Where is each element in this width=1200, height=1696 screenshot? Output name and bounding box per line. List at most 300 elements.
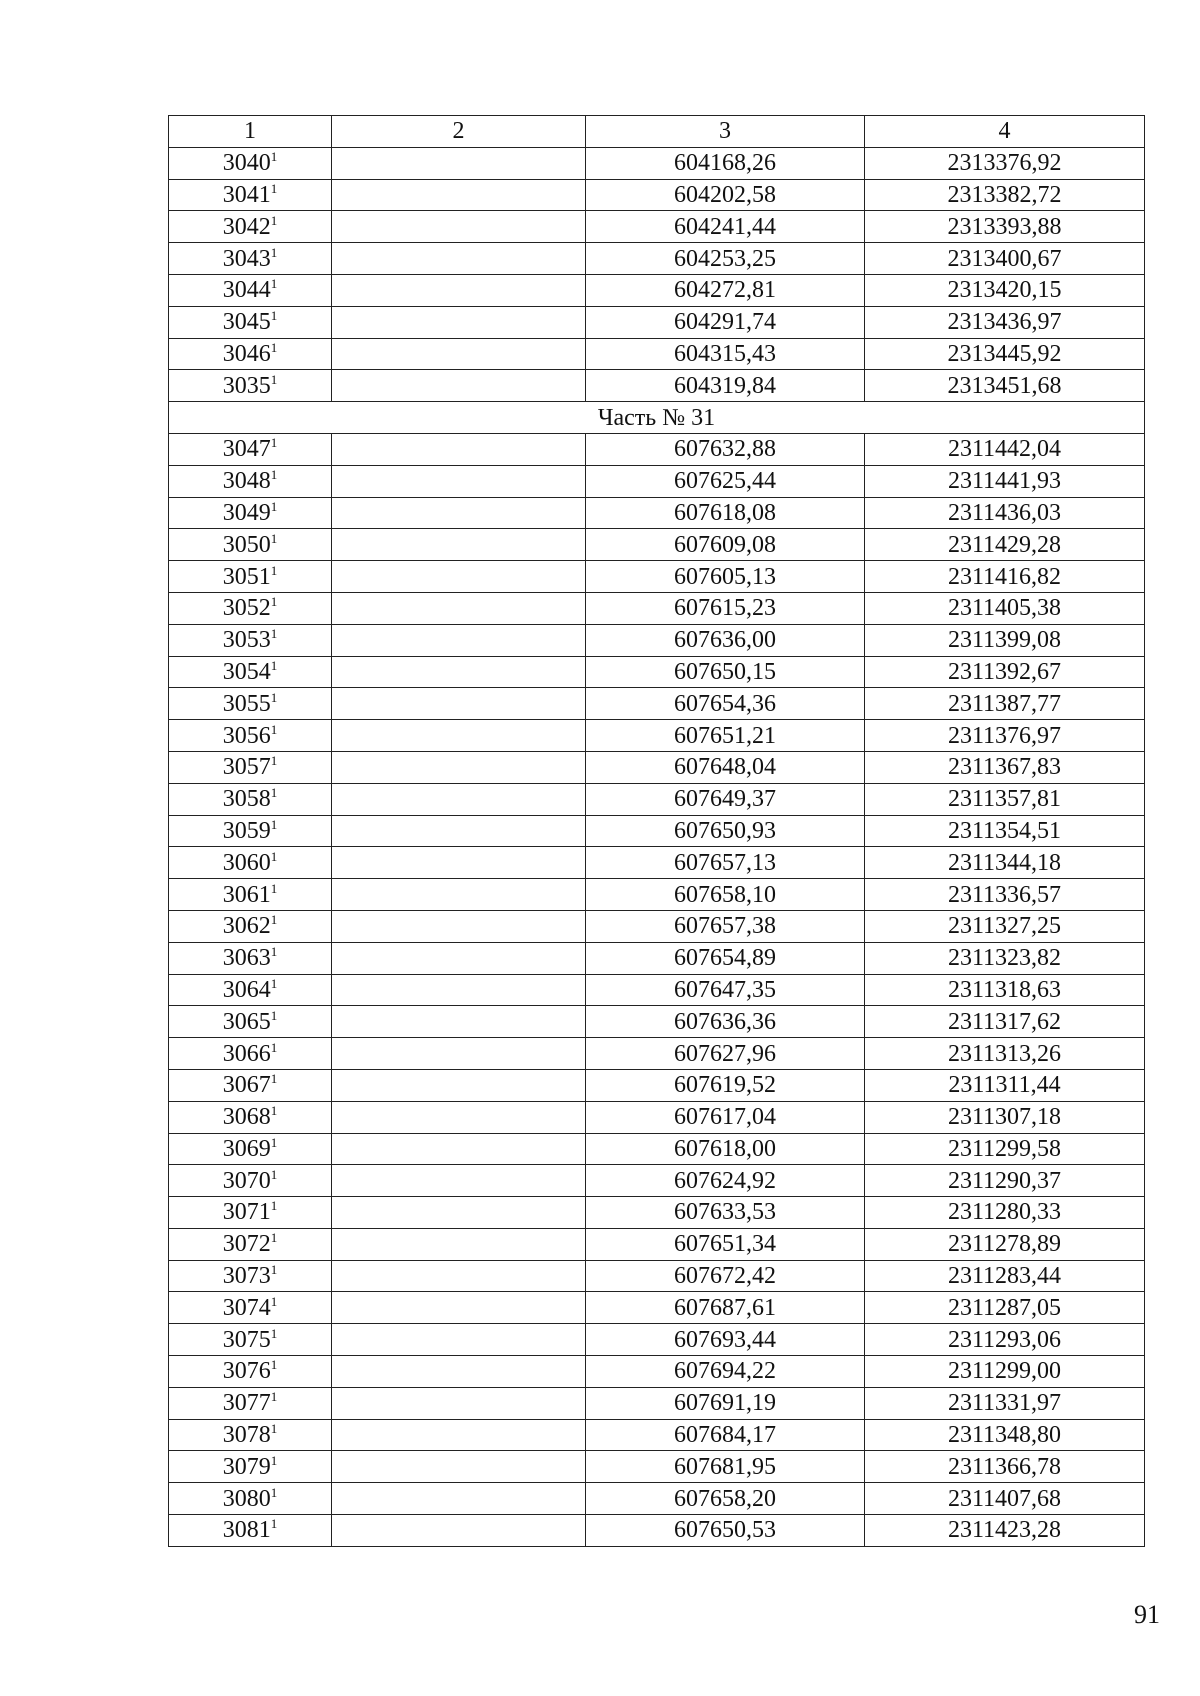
column-header: 4 xyxy=(865,116,1145,148)
point-number: 3044 xyxy=(222,277,271,304)
point-number: 3041 xyxy=(222,181,271,208)
x-coordinate-cell: 607615,23 xyxy=(586,592,865,624)
table-row xyxy=(169,1515,1145,1547)
point-number-cell xyxy=(169,688,332,720)
y-coordinate-cell: 2311293,06 xyxy=(865,1324,1145,1356)
point-number-superscript: 1 xyxy=(270,149,278,165)
x-coordinate-cell: 604291,74 xyxy=(586,306,865,338)
point-number-superscript: 1 xyxy=(270,339,278,355)
y-coordinate-cell: 2313451,68 xyxy=(865,370,1145,402)
y-coordinate-cell: 2311344,18 xyxy=(865,847,1145,879)
y-coordinate-cell: 2311283,44 xyxy=(865,1260,1145,1292)
table-row xyxy=(169,656,1145,688)
point-number-superscript: 1 xyxy=(270,721,278,737)
section-title: Часть № 31 xyxy=(169,402,1145,434)
point-number-cell xyxy=(169,179,332,211)
empty-cell xyxy=(332,974,586,1006)
point-number: 3053 xyxy=(222,627,271,654)
point-number-cell xyxy=(169,910,332,942)
point-number: 3068 xyxy=(222,1104,271,1131)
point-number-cell xyxy=(169,1197,332,1229)
point-number-cell xyxy=(169,433,332,465)
page-number: 91 xyxy=(1134,1600,1160,1629)
y-coordinate-cell: 2311416,82 xyxy=(865,561,1145,593)
empty-cell xyxy=(332,1006,586,1038)
x-coordinate-cell: 607672,42 xyxy=(586,1260,865,1292)
x-coordinate-cell: 604241,44 xyxy=(586,211,865,243)
y-coordinate-cell: 2311423,28 xyxy=(865,1515,1145,1547)
x-coordinate-cell: 607650,53 xyxy=(586,1515,865,1547)
empty-cell xyxy=(332,1483,586,1515)
table-row xyxy=(169,1451,1145,1483)
point-number-cell xyxy=(169,243,332,275)
point-number: 3076 xyxy=(222,1358,271,1385)
point-number-cell xyxy=(169,847,332,879)
x-coordinate-cell: 607618,00 xyxy=(586,1133,865,1165)
x-coordinate-cell: 607647,35 xyxy=(586,974,865,1006)
point-number: 3069 xyxy=(222,1135,271,1162)
y-coordinate-cell: 2311399,08 xyxy=(865,624,1145,656)
x-coordinate-cell: 607618,08 xyxy=(586,497,865,529)
empty-cell xyxy=(332,1515,586,1547)
point-number-superscript: 1 xyxy=(270,1262,278,1278)
point-number: 3073 xyxy=(222,1263,271,1290)
y-coordinate-cell: 2311299,00 xyxy=(865,1356,1145,1388)
point-number: 3071 xyxy=(222,1199,271,1226)
empty-cell xyxy=(332,1324,586,1356)
y-coordinate-cell: 2313400,67 xyxy=(865,243,1145,275)
y-coordinate-cell: 2311436,03 xyxy=(865,497,1145,529)
y-coordinate-cell: 2313382,72 xyxy=(865,179,1145,211)
empty-cell xyxy=(332,1069,586,1101)
point-number-cell xyxy=(169,465,332,497)
empty-cell xyxy=(332,879,586,911)
table-row xyxy=(169,1483,1145,1515)
x-coordinate-cell: 604253,25 xyxy=(586,243,865,275)
table-row xyxy=(169,179,1145,211)
point-number: 3035 xyxy=(222,372,271,399)
point-number-cell xyxy=(169,942,332,974)
point-number: 3051 xyxy=(222,563,271,590)
x-coordinate-cell: 604168,26 xyxy=(586,147,865,179)
y-coordinate-cell: 2311354,51 xyxy=(865,815,1145,847)
point-number-cell xyxy=(169,1483,332,1515)
table-row xyxy=(169,561,1145,593)
point-number-cell xyxy=(169,370,332,402)
y-coordinate-cell: 2311367,83 xyxy=(865,751,1145,783)
point-number-superscript: 1 xyxy=(270,371,278,387)
table-row xyxy=(169,465,1145,497)
table-row xyxy=(169,1038,1145,1070)
empty-cell xyxy=(332,1260,586,1292)
point-number-superscript: 1 xyxy=(270,1071,278,1087)
x-coordinate-cell: 607648,04 xyxy=(586,751,865,783)
empty-cell xyxy=(332,751,586,783)
point-number-cell xyxy=(169,1006,332,1038)
x-coordinate-cell: 604272,81 xyxy=(586,274,865,306)
table-row xyxy=(169,1324,1145,1356)
column-header: 3 xyxy=(586,116,865,148)
column-header: 2 xyxy=(332,116,586,148)
point-number-superscript: 1 xyxy=(270,435,278,451)
point-number-cell xyxy=(169,561,332,593)
point-number: 3042 xyxy=(222,213,271,240)
point-number: 3059 xyxy=(222,817,271,844)
point-number-superscript: 1 xyxy=(270,1198,278,1214)
y-coordinate-cell: 2311290,37 xyxy=(865,1165,1145,1197)
x-coordinate-cell: 607632,88 xyxy=(586,433,865,465)
point-number-superscript: 1 xyxy=(270,1007,278,1023)
point-number-cell xyxy=(169,879,332,911)
point-number-superscript: 1 xyxy=(270,1484,278,1500)
point-number: 3056 xyxy=(222,722,271,749)
y-coordinate-cell: 2311429,28 xyxy=(865,529,1145,561)
empty-cell xyxy=(332,1101,586,1133)
table-row xyxy=(169,751,1145,783)
y-coordinate-cell: 2311280,33 xyxy=(865,1197,1145,1229)
point-number-superscript: 1 xyxy=(270,1325,278,1341)
point-number-cell xyxy=(169,274,332,306)
point-number-cell xyxy=(169,751,332,783)
empty-cell xyxy=(332,942,586,974)
point-number-superscript: 1 xyxy=(270,1421,278,1437)
y-coordinate-cell: 2311311,44 xyxy=(865,1069,1145,1101)
empty-cell xyxy=(332,847,586,879)
y-coordinate-cell: 2311392,67 xyxy=(865,656,1145,688)
point-number: 3046 xyxy=(222,340,271,367)
point-number: 3074 xyxy=(222,1294,271,1321)
point-number: 3058 xyxy=(222,786,271,813)
empty-cell xyxy=(332,1038,586,1070)
table-row xyxy=(169,370,1145,402)
point-number-superscript: 1 xyxy=(270,498,278,514)
empty-cell xyxy=(332,592,586,624)
point-number-superscript: 1 xyxy=(270,944,278,960)
point-number-superscript: 1 xyxy=(270,1293,278,1309)
table-row xyxy=(169,1228,1145,1260)
empty-cell xyxy=(332,910,586,942)
coordinates-table xyxy=(168,115,1145,1547)
point-number-superscript: 1 xyxy=(270,562,278,578)
table-row xyxy=(169,529,1145,561)
point-number-superscript: 1 xyxy=(270,530,278,546)
point-number-superscript: 1 xyxy=(270,1357,278,1373)
y-coordinate-cell: 2311327,25 xyxy=(865,910,1145,942)
x-coordinate-cell: 607687,61 xyxy=(586,1292,865,1324)
point-number-superscript: 1 xyxy=(270,467,278,483)
y-coordinate-cell: 2311357,81 xyxy=(865,783,1145,815)
x-coordinate-cell: 607654,89 xyxy=(586,942,865,974)
y-coordinate-cell: 2311299,58 xyxy=(865,1133,1145,1165)
table-row xyxy=(169,497,1145,529)
table-row xyxy=(169,624,1145,656)
table-row xyxy=(169,1260,1145,1292)
empty-cell xyxy=(332,720,586,752)
point-number-cell xyxy=(169,720,332,752)
table-row xyxy=(169,1006,1145,1038)
table-row xyxy=(169,243,1145,275)
empty-cell xyxy=(332,465,586,497)
point-number-cell xyxy=(169,211,332,243)
x-coordinate-cell: 607636,00 xyxy=(586,624,865,656)
point-number-superscript: 1 xyxy=(270,912,278,928)
point-number-cell xyxy=(169,624,332,656)
table-row xyxy=(169,147,1145,179)
point-number: 3048 xyxy=(222,468,271,495)
table-row xyxy=(169,433,1145,465)
table-row xyxy=(169,1165,1145,1197)
point-number-superscript: 1 xyxy=(270,657,278,673)
y-coordinate-cell: 2311405,38 xyxy=(865,592,1145,624)
table-body xyxy=(169,147,1145,1546)
point-number-superscript: 1 xyxy=(270,1039,278,1055)
y-coordinate-cell: 2311442,04 xyxy=(865,433,1145,465)
point-number-superscript: 1 xyxy=(270,276,278,292)
table-row xyxy=(169,1069,1145,1101)
point-number-superscript: 1 xyxy=(270,1103,278,1119)
x-coordinate-cell: 607633,53 xyxy=(586,1197,865,1229)
x-coordinate-cell: 607650,15 xyxy=(586,656,865,688)
x-coordinate-cell: 604202,58 xyxy=(586,179,865,211)
y-coordinate-cell: 2313445,92 xyxy=(865,338,1145,370)
table-row xyxy=(169,592,1145,624)
empty-cell xyxy=(332,1133,586,1165)
empty-cell xyxy=(332,1451,586,1483)
point-number-cell xyxy=(169,1038,332,1070)
point-number-superscript: 1 xyxy=(270,1452,278,1468)
point-number-superscript: 1 xyxy=(270,626,278,642)
point-number-cell xyxy=(169,1069,332,1101)
y-coordinate-cell: 2313436,97 xyxy=(865,306,1145,338)
y-coordinate-cell: 2311387,77 xyxy=(865,688,1145,720)
point-number: 3050 xyxy=(222,531,271,558)
point-number-cell xyxy=(169,529,332,561)
empty-cell xyxy=(332,1292,586,1324)
x-coordinate-cell: 604315,43 xyxy=(586,338,865,370)
empty-cell xyxy=(332,529,586,561)
table-row xyxy=(169,211,1145,243)
x-coordinate-cell: 607636,36 xyxy=(586,1006,865,1038)
table-row xyxy=(169,1197,1145,1229)
table-row xyxy=(169,720,1145,752)
empty-cell xyxy=(332,211,586,243)
y-coordinate-cell: 2311278,89 xyxy=(865,1228,1145,1260)
point-number-cell xyxy=(169,656,332,688)
point-number-superscript: 1 xyxy=(270,594,278,610)
point-number-cell xyxy=(169,1133,332,1165)
point-number-superscript: 1 xyxy=(270,785,278,801)
table-row xyxy=(169,306,1145,338)
x-coordinate-cell: 607658,20 xyxy=(586,1483,865,1515)
empty-cell xyxy=(332,433,586,465)
y-coordinate-cell: 2311313,26 xyxy=(865,1038,1145,1070)
point-number-superscript: 1 xyxy=(270,308,278,324)
table-row xyxy=(169,1356,1145,1388)
point-number: 3066 xyxy=(222,1040,271,1067)
point-number: 3077 xyxy=(222,1390,271,1417)
point-number: 3054 xyxy=(222,658,271,685)
point-number-cell xyxy=(169,974,332,1006)
x-coordinate-cell: 604319,84 xyxy=(586,370,865,402)
empty-cell xyxy=(332,561,586,593)
point-number-cell xyxy=(169,338,332,370)
x-coordinate-cell: 607605,13 xyxy=(586,561,865,593)
point-number-superscript: 1 xyxy=(270,244,278,260)
empty-cell xyxy=(332,688,586,720)
empty-cell xyxy=(332,243,586,275)
empty-cell xyxy=(332,1228,586,1260)
table-row xyxy=(169,942,1145,974)
x-coordinate-cell: 607681,95 xyxy=(586,1451,865,1483)
point-number-cell xyxy=(169,1451,332,1483)
point-number-cell xyxy=(169,815,332,847)
empty-cell xyxy=(332,1356,586,1388)
point-number-superscript: 1 xyxy=(270,975,278,991)
point-number-superscript: 1 xyxy=(270,753,278,769)
empty-cell xyxy=(332,1165,586,1197)
point-number-superscript: 1 xyxy=(270,1516,278,1532)
point-number-cell xyxy=(169,1165,332,1197)
point-number-superscript: 1 xyxy=(270,180,278,196)
point-number-cell xyxy=(169,1419,332,1451)
table-row xyxy=(169,1292,1145,1324)
x-coordinate-cell: 607651,21 xyxy=(586,720,865,752)
y-coordinate-cell: 2311407,68 xyxy=(865,1483,1145,1515)
x-coordinate-cell: 607625,44 xyxy=(586,465,865,497)
point-number: 3061 xyxy=(222,881,271,908)
x-coordinate-cell: 607651,34 xyxy=(586,1228,865,1260)
x-coordinate-cell: 607650,93 xyxy=(586,815,865,847)
empty-cell xyxy=(332,274,586,306)
empty-cell xyxy=(332,306,586,338)
empty-cell xyxy=(332,1197,586,1229)
empty-cell xyxy=(332,338,586,370)
table-row xyxy=(169,1133,1145,1165)
point-number: 3080 xyxy=(222,1485,271,1512)
table-row xyxy=(169,688,1145,720)
point-number: 3055 xyxy=(222,690,271,717)
point-number: 3062 xyxy=(222,913,271,940)
point-number: 3067 xyxy=(222,1072,271,1099)
table-row xyxy=(169,847,1145,879)
section-title-row xyxy=(169,402,1145,434)
point-number: 3075 xyxy=(222,1326,271,1353)
y-coordinate-cell: 2311307,18 xyxy=(865,1101,1145,1133)
point-number: 3078 xyxy=(222,1422,271,1449)
y-coordinate-cell: 2311323,82 xyxy=(865,942,1145,974)
y-coordinate-cell: 2311317,62 xyxy=(865,1006,1145,1038)
point-number-superscript: 1 xyxy=(270,1134,278,1150)
point-number-cell xyxy=(169,306,332,338)
point-number-superscript: 1 xyxy=(270,880,278,896)
point-number: 3049 xyxy=(222,499,271,526)
point-number-cell xyxy=(169,1101,332,1133)
empty-cell xyxy=(332,497,586,529)
table-row xyxy=(169,1387,1145,1419)
table-row xyxy=(169,783,1145,815)
y-coordinate-cell: 2311318,63 xyxy=(865,974,1145,1006)
empty-cell xyxy=(332,147,586,179)
point-number-superscript: 1 xyxy=(270,848,278,864)
point-number: 3040 xyxy=(222,150,271,177)
point-number-superscript: 1 xyxy=(270,689,278,705)
empty-cell xyxy=(332,1387,586,1419)
point-number: 3063 xyxy=(222,945,271,972)
point-number: 3047 xyxy=(222,436,271,463)
x-coordinate-cell: 607609,08 xyxy=(586,529,865,561)
y-coordinate-cell: 2313376,92 xyxy=(865,147,1145,179)
empty-cell xyxy=(332,815,586,847)
empty-cell xyxy=(332,624,586,656)
x-coordinate-cell: 607693,44 xyxy=(586,1324,865,1356)
table-header-row xyxy=(169,116,1145,148)
table-row xyxy=(169,879,1145,911)
column-header: 1 xyxy=(169,116,332,148)
point-number-cell xyxy=(169,783,332,815)
point-number-cell xyxy=(169,1260,332,1292)
point-number-cell xyxy=(169,1356,332,1388)
point-number: 3043 xyxy=(222,245,271,272)
empty-cell xyxy=(332,656,586,688)
point-number: 3081 xyxy=(222,1517,271,1544)
table-row xyxy=(169,1101,1145,1133)
point-number-cell xyxy=(169,147,332,179)
x-coordinate-cell: 607627,96 xyxy=(586,1038,865,1070)
point-number: 3070 xyxy=(222,1167,271,1194)
y-coordinate-cell: 2311366,78 xyxy=(865,1451,1145,1483)
point-number: 3065 xyxy=(222,1008,271,1035)
point-number: 3079 xyxy=(222,1453,271,1480)
empty-cell xyxy=(332,179,586,211)
point-number-superscript: 1 xyxy=(270,1389,278,1405)
point-number-cell xyxy=(169,1387,332,1419)
y-coordinate-cell: 2311287,05 xyxy=(865,1292,1145,1324)
x-coordinate-cell: 607649,37 xyxy=(586,783,865,815)
x-coordinate-cell: 607658,10 xyxy=(586,879,865,911)
point-number-superscript: 1 xyxy=(270,816,278,832)
point-number: 3064 xyxy=(222,976,271,1003)
point-number: 3072 xyxy=(222,1231,271,1258)
table-row xyxy=(169,274,1145,306)
point-number: 3057 xyxy=(222,754,271,781)
table-row xyxy=(169,974,1145,1006)
point-number-cell xyxy=(169,1324,332,1356)
table-row xyxy=(169,338,1145,370)
x-coordinate-cell: 607619,52 xyxy=(586,1069,865,1101)
point-number-cell xyxy=(169,1292,332,1324)
point-number-superscript: 1 xyxy=(270,212,278,228)
x-coordinate-cell: 607694,22 xyxy=(586,1356,865,1388)
point-number-cell xyxy=(169,592,332,624)
point-number-superscript: 1 xyxy=(270,1166,278,1182)
y-coordinate-cell: 2311336,57 xyxy=(865,879,1145,911)
empty-cell xyxy=(332,1419,586,1451)
x-coordinate-cell: 607624,92 xyxy=(586,1165,865,1197)
point-number: 3052 xyxy=(222,595,271,622)
y-coordinate-cell: 2311441,93 xyxy=(865,465,1145,497)
y-coordinate-cell: 2311348,80 xyxy=(865,1419,1145,1451)
table-row xyxy=(169,815,1145,847)
x-coordinate-cell: 607654,36 xyxy=(586,688,865,720)
table-row xyxy=(169,910,1145,942)
x-coordinate-cell: 607691,19 xyxy=(586,1387,865,1419)
y-coordinate-cell: 2313420,15 xyxy=(865,274,1145,306)
point-number-cell xyxy=(169,1228,332,1260)
point-number-superscript: 1 xyxy=(270,1230,278,1246)
point-number-cell xyxy=(169,497,332,529)
empty-cell xyxy=(332,370,586,402)
y-coordinate-cell: 2311376,97 xyxy=(865,720,1145,752)
